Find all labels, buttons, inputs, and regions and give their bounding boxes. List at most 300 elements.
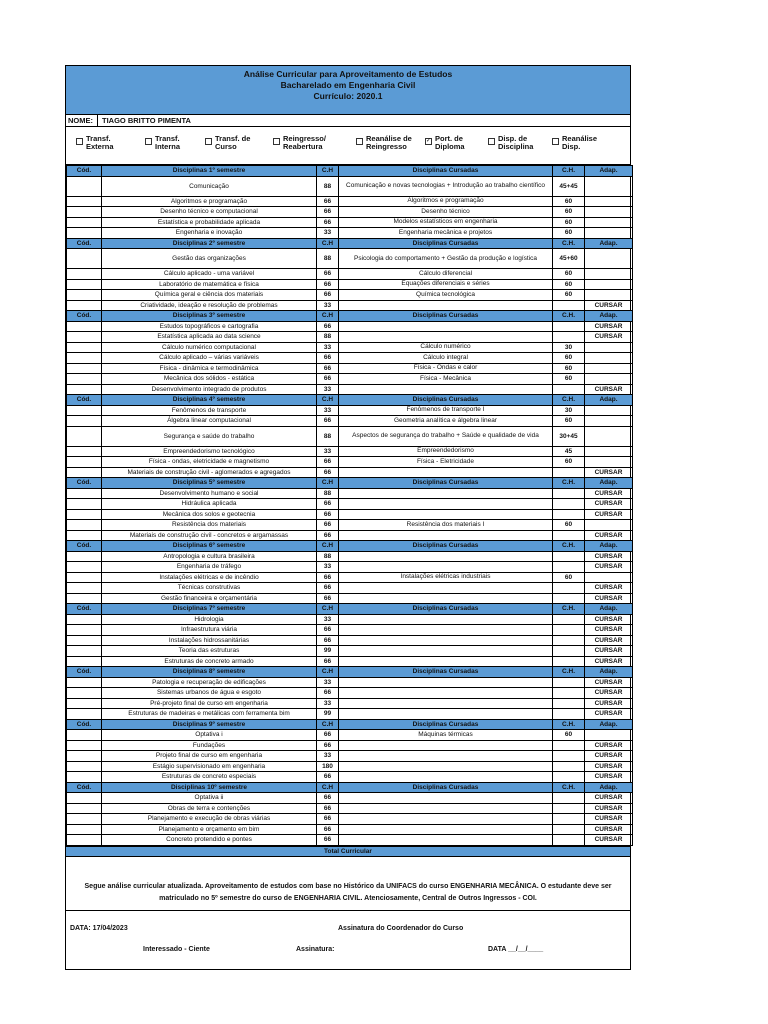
col-header-ch: C.H xyxy=(317,541,339,552)
option-label-line-2: Disp. xyxy=(562,142,581,151)
discipline-cell: Estruturas de madeiras e metálicas com ferramenta bim xyxy=(102,709,317,720)
semester-label: Disciplinas 8º semestre xyxy=(102,667,317,678)
completed-discipline-cell xyxy=(339,332,553,343)
cod-cell xyxy=(67,290,102,301)
table-row xyxy=(67,562,633,573)
completed-discipline-cell xyxy=(339,467,553,478)
discipline-cell: Hidrologia xyxy=(102,614,317,625)
workload-cell: 180 xyxy=(317,761,339,772)
completed-workload-cell: 60 xyxy=(553,228,585,239)
cod-cell xyxy=(67,530,102,541)
table-row xyxy=(67,625,633,636)
col-header-cursadas: Disciplinas Cursadas xyxy=(339,311,553,322)
workload-cell: 66 xyxy=(317,593,339,604)
completed-discipline-cell: Cálculo integral xyxy=(339,353,553,364)
checkbox[interactable] xyxy=(552,138,559,145)
completed-workload-cell xyxy=(553,467,585,478)
table-row xyxy=(67,426,633,446)
completed-discipline-cell xyxy=(339,709,553,720)
workload-cell: 66 xyxy=(317,290,339,301)
workload-cell: 66 xyxy=(317,207,339,218)
date-field: DATA: 17/04/2023 xyxy=(70,925,128,932)
table-row xyxy=(67,761,633,772)
col-header-cod: Cód. xyxy=(67,541,102,552)
col-header-cursadas: Disciplinas Cursadas xyxy=(339,395,553,406)
option-label-line-2: Reingresso xyxy=(366,142,407,151)
col-header-cursadas: Disciplinas Cursadas xyxy=(339,667,553,678)
checkbox[interactable] xyxy=(76,138,83,145)
completed-discipline-cell xyxy=(339,583,553,594)
adaptation-cell: CURSAR xyxy=(585,772,633,783)
cod-cell xyxy=(67,467,102,478)
date-blank-field: DATA __/__/____ xyxy=(488,946,544,953)
cod-cell xyxy=(67,793,102,804)
adaptation-cell: CURSAR xyxy=(585,698,633,709)
cod-cell xyxy=(67,572,102,583)
discipline-cell: Teoria das estruturas xyxy=(102,646,317,657)
completed-discipline-cell: Fenômenos de transporte I xyxy=(339,405,553,416)
adaptation-cell: CURSAR xyxy=(585,593,633,604)
table-row xyxy=(67,405,633,416)
discipline-cell: Laboratório de matemática e física xyxy=(102,279,317,290)
discipline-cell: Infraestrutura viária xyxy=(102,625,317,636)
completed-discipline-cell: Geometria analítica e álgebra linear xyxy=(339,416,553,427)
table-row xyxy=(67,467,633,478)
option-label-line-1: Disp. de xyxy=(498,134,528,143)
table-row xyxy=(67,249,633,269)
adaptation-cell: CURSAR xyxy=(585,803,633,814)
table-row xyxy=(67,740,633,751)
cod-cell xyxy=(67,342,102,353)
workload-cell: 88 xyxy=(317,332,339,343)
adaptation-cell: CURSAR xyxy=(585,488,633,499)
student-name-value: TIAGO BRITTO PIMENTA xyxy=(102,116,191,125)
adaptation-cell: CURSAR xyxy=(585,688,633,699)
cod-cell xyxy=(67,405,102,416)
completed-discipline-cell: Instalações elétricas industriais xyxy=(339,572,553,583)
workload-cell: 66 xyxy=(317,803,339,814)
col-header-adap: Adap. xyxy=(585,166,633,177)
cod-cell xyxy=(67,488,102,499)
curricular-analysis-form xyxy=(65,65,631,970)
cod-cell xyxy=(67,551,102,562)
adaptation-cell xyxy=(585,353,633,364)
curriculum-version: Currículo: 2020.1 xyxy=(313,91,383,101)
col-header-ch2: C.H. xyxy=(553,166,585,177)
option-label xyxy=(562,135,597,151)
cod-cell xyxy=(67,446,102,457)
discipline-cell: Materiais de construção civil - concretos e argamassas xyxy=(102,530,317,541)
workload-cell: 33 xyxy=(317,446,339,457)
completed-discipline-cell: Cálculo diferencial xyxy=(339,269,553,280)
discipline-cell: Técnicas construtivas xyxy=(102,583,317,594)
cod-cell xyxy=(67,509,102,520)
observation-text xyxy=(66,881,630,905)
completed-discipline-cell: Equações diferenciais e séries xyxy=(339,279,553,290)
adaptation-cell xyxy=(585,374,633,385)
table-row xyxy=(67,416,633,427)
completed-workload-cell xyxy=(553,593,585,604)
completed-workload-cell xyxy=(553,709,585,720)
adaptation-cell xyxy=(585,416,633,427)
discipline-cell: Estudos topográficos e cartografia xyxy=(102,321,317,332)
discipline-cell: Hidráulica aplicada xyxy=(102,499,317,510)
completed-workload-cell xyxy=(553,614,585,625)
adaptation-cell: CURSAR xyxy=(585,499,633,510)
table-row xyxy=(67,176,633,196)
adaptation-cell xyxy=(585,405,633,416)
discipline-cell: Comunicação xyxy=(102,176,317,196)
col-header-cursadas: Disciplinas Cursadas xyxy=(339,541,553,552)
semester-header-row xyxy=(67,311,633,322)
col-header-ch2: C.H. xyxy=(553,719,585,730)
table-row xyxy=(67,688,633,699)
option-label-line-1: Transf. xyxy=(86,134,111,143)
adaptation-cell: CURSAR xyxy=(585,467,633,478)
adaptation-cell: CURSAR xyxy=(585,530,633,541)
col-header-ch2: C.H. xyxy=(553,604,585,615)
semester-header-row xyxy=(67,395,633,406)
col-header-ch2: C.H. xyxy=(553,395,585,406)
discipline-cell: Materiais de construção civil - aglomerados e agregados xyxy=(102,467,317,478)
completed-discipline-cell xyxy=(339,614,553,625)
adaptation-cell xyxy=(585,457,633,468)
discipline-cell: Fenômenos de transporte xyxy=(102,405,317,416)
semester-label: Disciplinas 7º semestre xyxy=(102,604,317,615)
table-row xyxy=(67,572,633,583)
discipline-cell: Fundações xyxy=(102,740,317,751)
discipline-cell: Gestão das organizações xyxy=(102,249,317,269)
discipline-cell: Obras de terra e contenções xyxy=(102,803,317,814)
workload-cell: 99 xyxy=(317,709,339,720)
option-label-line-2: Externa xyxy=(86,142,114,151)
table-row xyxy=(67,835,633,846)
option-label xyxy=(498,135,533,151)
adaptation-cell xyxy=(585,730,633,741)
col-header-ch: C.H xyxy=(317,395,339,406)
adaptation-cell xyxy=(585,279,633,290)
workload-cell: 66 xyxy=(317,499,339,510)
cod-cell xyxy=(67,353,102,364)
col-header-adap: Adap. xyxy=(585,719,633,730)
completed-workload-cell xyxy=(553,761,585,772)
student-name-row xyxy=(66,115,630,127)
completed-workload-cell xyxy=(553,824,585,835)
adaptation-cell: CURSAR xyxy=(585,614,633,625)
adaptation-cell: CURSAR xyxy=(585,300,633,311)
workload-cell: 66 xyxy=(317,416,339,427)
option-label-line-2: Diploma xyxy=(435,142,465,151)
workload-cell: 66 xyxy=(317,583,339,594)
completed-workload-cell: 60 xyxy=(553,572,585,583)
discipline-cell: Resistência dos materiais xyxy=(102,520,317,531)
completed-discipline-cell xyxy=(339,321,553,332)
workload-cell: 33 xyxy=(317,342,339,353)
semester-label: Disciplinas 2º semestre xyxy=(102,238,317,249)
coordinator-signature-label: Assinatura do Coordenador do Curso xyxy=(338,925,464,932)
completed-workload-cell xyxy=(553,530,585,541)
completed-workload-cell: 30 xyxy=(553,342,585,353)
table-row xyxy=(67,321,633,332)
completed-discipline-cell xyxy=(339,530,553,541)
discipline-cell: Sistemas urbanos de água e esgoto xyxy=(102,688,317,699)
col-header-ch: C.H xyxy=(317,238,339,249)
completed-workload-cell xyxy=(553,499,585,510)
cod-cell xyxy=(67,740,102,751)
completed-discipline-cell: Modelos estatísticos em engenharia xyxy=(339,217,553,228)
table-row xyxy=(67,646,633,657)
cod-cell xyxy=(67,249,102,269)
adaptation-cell: CURSAR xyxy=(585,751,633,762)
discipline-cell: Engenharia de tráfego xyxy=(102,562,317,573)
discipline-cell: Algoritmos e programação xyxy=(102,196,317,207)
col-header-ch: C.H xyxy=(317,667,339,678)
cod-cell xyxy=(67,751,102,762)
discipline-cell: Cálculo aplicado – várias variáveis xyxy=(102,353,317,364)
course-name: Bacharelado em Engenharia Civil xyxy=(280,80,416,90)
completed-workload-cell xyxy=(553,656,585,667)
completed-discipline-cell: Física - Mecânica xyxy=(339,374,553,385)
completed-workload-cell xyxy=(553,509,585,520)
cod-cell xyxy=(67,196,102,207)
completed-discipline-cell: Física - Ondas e calor xyxy=(339,363,553,374)
table-row xyxy=(67,593,633,604)
table-row xyxy=(67,228,633,239)
workload-cell: 66 xyxy=(317,730,339,741)
table-row xyxy=(67,803,633,814)
cod-cell xyxy=(67,688,102,699)
table-row xyxy=(67,457,633,468)
option-label-line-2: Curso xyxy=(215,142,237,151)
semester-header-row xyxy=(67,166,633,177)
discipline-cell: Empreendedorismo tecnológico xyxy=(102,446,317,457)
completed-workload-cell: 60 xyxy=(553,269,585,280)
completed-discipline-cell xyxy=(339,635,553,646)
cod-cell xyxy=(67,614,102,625)
completed-discipline-cell xyxy=(339,751,553,762)
cod-cell xyxy=(67,803,102,814)
option-label-line-1: Reanálise de xyxy=(366,134,412,143)
completed-workload-cell: 45+45 xyxy=(553,176,585,196)
discipline-cell: Química geral e ciência dos materiais xyxy=(102,290,317,301)
col-header-ch: C.H xyxy=(317,311,339,322)
adaptation-cell: CURSAR xyxy=(585,321,633,332)
col-header-cod: Cód. xyxy=(67,311,102,322)
col-header-ch: C.H xyxy=(317,719,339,730)
completed-discipline-cell xyxy=(339,835,553,846)
discipline-cell: Instalações hidrossanitárias xyxy=(102,635,317,646)
completed-discipline-cell: Resistência dos materiais I xyxy=(339,520,553,531)
cod-cell xyxy=(67,646,102,657)
completed-workload-cell: 60 xyxy=(553,217,585,228)
adaptation-cell xyxy=(585,176,633,196)
observation-line-2: matriculado no 5º semestre do curso de ENGENHARIA CIVIL. Atenciosamente, Central de Outros Ingressos - COI. xyxy=(159,895,537,902)
table-row xyxy=(67,751,633,762)
adaptation-cell: CURSAR xyxy=(585,509,633,520)
completed-discipline-cell: Desenho técnico xyxy=(339,207,553,218)
completed-discipline-cell: Algoritmos e programação xyxy=(339,196,553,207)
workload-cell: 66 xyxy=(317,363,339,374)
checkbox[interactable] xyxy=(145,138,152,145)
completed-discipline-cell xyxy=(339,740,553,751)
discipline-cell: Mecânica dos solos e geotecnia xyxy=(102,509,317,520)
table-row xyxy=(67,730,633,741)
adaptation-cell: CURSAR xyxy=(585,814,633,825)
option-label-line-2: Disciplina xyxy=(498,142,534,151)
col-header-cursadas: Disciplinas Cursadas xyxy=(339,782,553,793)
table-row xyxy=(67,342,633,353)
table-row xyxy=(67,772,633,783)
option-label-line-1: Reingresso/ xyxy=(283,134,326,143)
discipline-cell: Segurança e saúde do trabalho xyxy=(102,426,317,446)
discipline-cell: Patologia e recuperação de edificações xyxy=(102,677,317,688)
workload-cell: 33 xyxy=(317,228,339,239)
adaptation-cell: CURSAR xyxy=(585,384,633,395)
semester-label: Disciplinas 4º semestre xyxy=(102,395,317,406)
completed-discipline-cell xyxy=(339,488,553,499)
option-label xyxy=(283,135,326,151)
table-row xyxy=(67,279,633,290)
option-label xyxy=(155,135,180,151)
adaptation-cell: CURSAR xyxy=(585,656,633,667)
table-row xyxy=(67,374,633,385)
cod-cell xyxy=(67,824,102,835)
table-row xyxy=(67,196,633,207)
completed-discipline-cell xyxy=(339,551,553,562)
completed-discipline-cell xyxy=(339,814,553,825)
adaptation-cell xyxy=(585,228,633,239)
table-row xyxy=(67,446,633,457)
col-header-adap: Adap. xyxy=(585,541,633,552)
discipline-cell: Mecânica dos sólidos - estática xyxy=(102,374,317,385)
discipline-cell: Física - dinâmica e termodinâmica xyxy=(102,363,317,374)
discipline-cell: Estatística aplicada ao data science xyxy=(102,332,317,343)
table-row xyxy=(67,551,633,562)
completed-workload-cell: 60 xyxy=(553,279,585,290)
completed-discipline-cell xyxy=(339,772,553,783)
table-row xyxy=(67,290,633,301)
col-header-cod: Cód. xyxy=(67,604,102,615)
workload-cell: 88 xyxy=(317,176,339,196)
workload-cell: 88 xyxy=(317,551,339,562)
completed-workload-cell: 60 xyxy=(553,520,585,531)
adaptation-cell xyxy=(585,520,633,531)
completed-workload-cell xyxy=(553,688,585,699)
workload-cell: 66 xyxy=(317,814,339,825)
checkbox[interactable] xyxy=(356,138,363,145)
completed-workload-cell: 60 xyxy=(553,730,585,741)
cod-cell xyxy=(67,698,102,709)
col-header-ch2: C.H. xyxy=(553,667,585,678)
completed-workload-cell: 30 xyxy=(553,405,585,416)
discipline-cell: Engenharia e inovação xyxy=(102,228,317,239)
completed-workload-cell: 60 xyxy=(553,374,585,385)
completed-discipline-cell xyxy=(339,499,553,510)
cod-cell xyxy=(67,583,102,594)
checkbox[interactable] xyxy=(488,138,495,145)
workload-cell: 33 xyxy=(317,562,339,573)
table-row xyxy=(67,677,633,688)
discipline-cell: Optativa ii xyxy=(102,793,317,804)
adaptation-cell: CURSAR xyxy=(585,635,633,646)
checkbox[interactable]: ✓ xyxy=(426,138,432,144)
discipline-cell: Estágio supervisionado em engenharia xyxy=(102,761,317,772)
student-name-label: NOME: xyxy=(66,115,98,126)
table-row xyxy=(67,709,633,720)
workload-cell: 66 xyxy=(317,520,339,531)
col-header-cursadas: Disciplinas Cursadas xyxy=(339,238,553,249)
workload-cell: 66 xyxy=(317,688,339,699)
adaptation-cell: CURSAR xyxy=(585,740,633,751)
semester-header-row xyxy=(67,238,633,249)
adaptation-cell: CURSAR xyxy=(585,824,633,835)
cod-cell xyxy=(67,228,102,239)
semester-header-row xyxy=(67,478,633,489)
discipline-cell: Desenho técnico e computacional xyxy=(102,207,317,218)
option-label-line-1: Port. de xyxy=(435,134,463,143)
adaptation-cell xyxy=(585,363,633,374)
completed-workload-cell: 60 xyxy=(553,363,585,374)
discipline-cell: Antropologia e cultura brasileira xyxy=(102,551,317,562)
interested-acknowledgement-label: Interessado - Ciente xyxy=(143,946,210,953)
table-row xyxy=(67,635,633,646)
completed-discipline-cell xyxy=(339,625,553,636)
completed-workload-cell xyxy=(553,772,585,783)
checkbox[interactable] xyxy=(205,138,212,145)
checkbox[interactable] xyxy=(273,138,280,145)
discipline-cell: Concreto protendido e pontes xyxy=(102,835,317,846)
completed-discipline-cell: Química tecnológica xyxy=(339,290,553,301)
workload-cell: 66 xyxy=(317,824,339,835)
col-header-ch: C.H xyxy=(317,166,339,177)
discipline-cell: Física - ondas, eletricidade e magnetismo xyxy=(102,457,317,468)
completed-discipline-cell: Aspectos de segurança do trabalho + Saúde e qualidade de vida xyxy=(339,426,553,446)
option-label xyxy=(366,135,412,151)
adaptation-cell xyxy=(585,290,633,301)
completed-discipline-cell xyxy=(339,593,553,604)
workload-cell: 33 xyxy=(317,677,339,688)
completed-workload-cell xyxy=(553,384,585,395)
table-row xyxy=(67,614,633,625)
curriculum-table xyxy=(66,165,633,846)
table-row xyxy=(67,332,633,343)
adaptation-cell xyxy=(585,196,633,207)
col-header-cod: Cód. xyxy=(67,166,102,177)
completed-workload-cell xyxy=(553,562,585,573)
discipline-cell: Criatividade, ideação e resolução de problemas xyxy=(102,300,317,311)
workload-cell: 66 xyxy=(317,835,339,846)
workload-cell: 66 xyxy=(317,196,339,207)
semester-header-row xyxy=(67,782,633,793)
form-title: Análise Curricular para Aproveitamento de Estudos xyxy=(243,69,453,79)
completed-discipline-cell: Física - Eletricidade xyxy=(339,457,553,468)
completed-workload-cell xyxy=(553,803,585,814)
workload-cell: 88 xyxy=(317,249,339,269)
cod-cell xyxy=(67,279,102,290)
discipline-cell: Desenvolvimento humano e social xyxy=(102,488,317,499)
completed-discipline-cell: Engenharia mecânica e projetos xyxy=(339,228,553,239)
workload-cell: 88 xyxy=(317,488,339,499)
table-row xyxy=(67,217,633,228)
cod-cell xyxy=(67,761,102,772)
cod-cell xyxy=(67,656,102,667)
completed-discipline-cell xyxy=(339,300,553,311)
completed-workload-cell xyxy=(553,300,585,311)
workload-cell: 66 xyxy=(317,467,339,478)
semester-label: Disciplinas 3º semestre xyxy=(102,311,317,322)
form-header xyxy=(66,66,630,115)
workload-cell: 66 xyxy=(317,353,339,364)
